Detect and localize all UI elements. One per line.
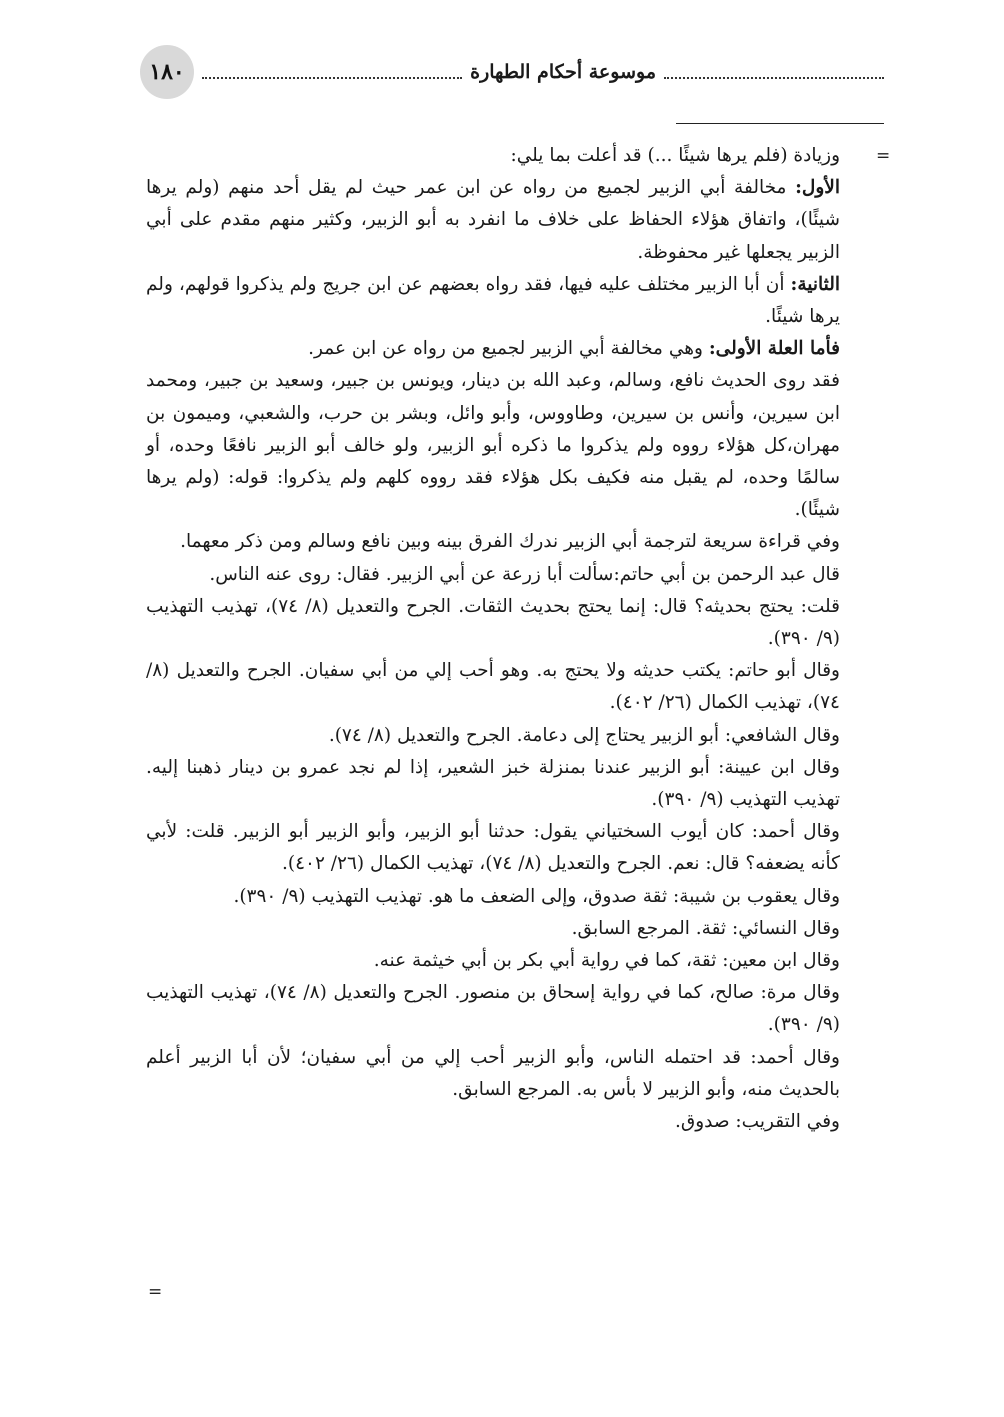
footnote-paragraph: وقال أحمد: قد احتمله الناس، وأبو الزبير أحب إلي من أبي سفيان؛ لأن أبا الزبير أعلم بالحديث منه، وأبو الزبير لا بأس به. المرجع السابق. — [146, 1046, 840, 1100]
footnote-paragraph: وقال ابن عيينة: أبو الزبير عندنا بمنزلة خبز الشعير، إذا لم نجد عمرو بن دينار ذهبنا إليه. تهذيب التهذيب (٩/ ٣٩٠). — [146, 756, 840, 811]
footnote-paragraph: وقال النسائي: ثقة. المرجع السابق. — [571, 917, 840, 939]
footnote-paragraph: فأما العلة الأولى: وهي مخالفة أبي الزبير لجميع من رواه عن ابن عمر. — [308, 338, 840, 360]
page-header — [140, 44, 892, 100]
footnote-paragraph: قلت: يحتج بحديثه؟ قال: إنما يحتج بحديث الثقات. الجرح والتعديل (٨/ ٧٤)، تهذيب التهذيب (٩/ ٣٩٠). — [146, 595, 840, 650]
footnote-paragraph: وزيادة (فلم يرها شيئًا ...) قد أعلت بما يلي: — [510, 145, 840, 166]
book-title: موسوعة أحكام الطهارة — [470, 61, 656, 83]
continuation-mark-bottom: = — [148, 1282, 163, 1302]
header-dotted-leader — [202, 77, 462, 79]
footnote-paragraph: وقال الشافعي: أبو الزبير يحتاج إلى دعامة. الجرح والتعديل (٨/ ٧٤). — [328, 724, 840, 746]
footnote-paragraph: الثانية: أن أبا الزبير مختلف عليه فيها، فقد رواه بعضهم عن ابن جريج ولم يذكروا قولهم، ولم يرها شيئًا. — [146, 273, 840, 328]
footnote-body — [146, 140, 840, 1138]
footnote-paragraph: قال عبد الرحمن بن أبي حاتم:سألت أبا زرعة عن أبي الزبير. فقال: روى عنه الناس. — [209, 563, 840, 585]
footnote-paragraph: وقال مرة: صالح، كما في رواية إسحاق بن منصور. الجرح والتعديل (٨/ ٧٤)، تهذيب التهذيب (٩/ ٣٩٠). — [146, 982, 840, 1036]
footnote-separator-rule — [676, 123, 884, 124]
footnote-paragraph: وقال يعقوب بن شيبة: ثقة صدوق، وإلى الضعف ما هو. تهذيب التهذيب (٩/ ٣٩٠). — [233, 885, 840, 907]
footnote-paragraph: وقال أحمد: كان أيوب السختياني يقول: حدثنا أبو الزبير، وأبو الزبير أبو الزبير. قلت: لأبي كأنه يضعفه؟ قال: نعم. الجرح والتعديل (٨/ ٧٤)، تهذيب الكمال (٢٦/ ٤٠٢). — [146, 821, 840, 875]
footnote-paragraph: فقد روى الحديث نافع، وسالم، وعبد الله بن دينار، ويونس بن جبير، وسعيد بن جبير، ومحمد ابن سيرين، وأنس بن سيرين، وطاووس، وأبو وائل، وبشر بن حرب، والشعبي، وميمون بن مهران،كل هؤلاء رووه ولم يذكروا ما ذكره أبو الزبير، ولو خالف أبو الزبير نافعًا وحده، أو سالمًا وحده، لم يقبل منه فكيف بكل هؤلاء فقد رووه كلهم ولم يذكروا: قوله: (ولم يرها شيئًا). — [146, 370, 840, 521]
page-number: ١٨٠ — [140, 45, 194, 99]
header-dotted-leader-right — [664, 77, 884, 79]
footnote-paragraph: وفي التقريب: صدوق. — [674, 1111, 840, 1133]
footnote-paragraph: وفي قراءة سريعة لترجمة أبي الزبير ندرك الفرق بينه وبين نافع وسالم ومن ذكر معهما. — [180, 531, 840, 553]
footnote-paragraph: وقال ابن معين: ثقة، كما في رواية أبي بكر بن أبي خيثمة عنه. — [373, 950, 840, 972]
footnote-paragraph: الأول: مخالفة أبي الزبير لجميع من رواه عن ابن عمر حيث لم يقل أحد منهم (ولم يرها شيئًا)، واتفاق هؤلاء الحفاظ على خلاف ما انفرد به أبو الزبير، وكثير منهم مقدم على أبي الزبير يجعلها غير محفوظة. — [146, 177, 840, 263]
continuation-mark-top: = — [876, 146, 891, 166]
footnote-paragraph: وقال أبو حاتم: يكتب حديثه ولا يحتج به. وهو أحب إلي من أبي سفيان. الجرح والتعديل (٨/ ٧٤)، تهذيب الكمال (٢٦/ ٤٠٢). — [146, 660, 840, 714]
